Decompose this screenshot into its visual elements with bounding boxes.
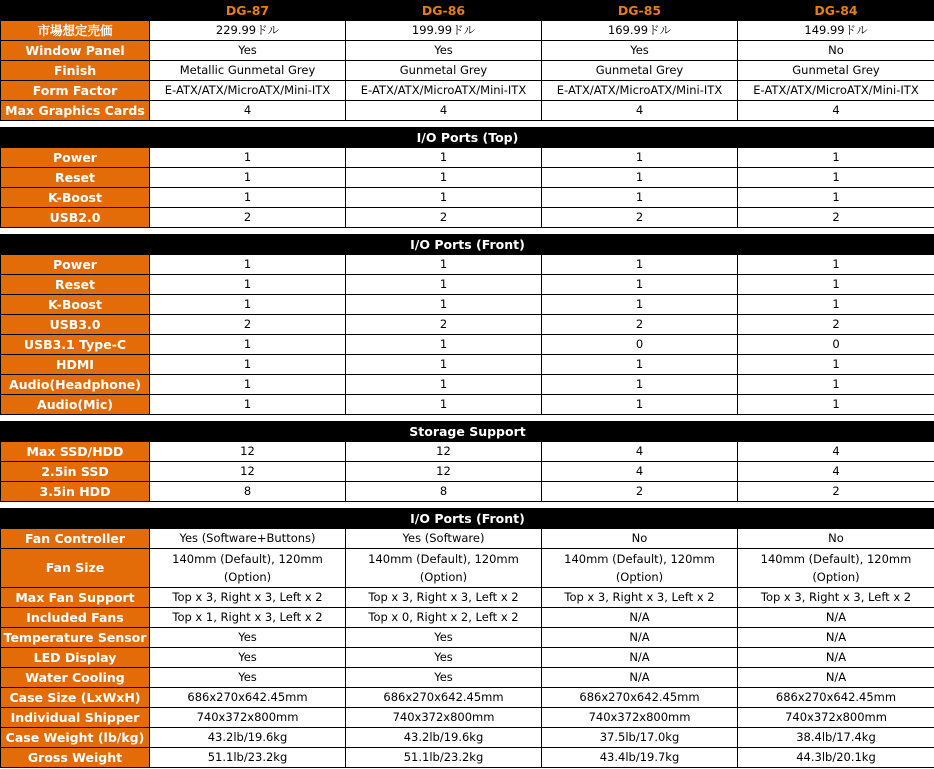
spec-row	[1, 395, 934, 415]
spec-label: Reset	[1, 168, 150, 188]
spec-value: 1	[542, 295, 738, 315]
spec-value: 1	[346, 275, 542, 295]
section-gap-cell	[1, 121, 934, 128]
spec-value: 43.4lb/19.7kg	[542, 748, 738, 768]
spec-label: Max Fan Support	[1, 588, 150, 608]
spec-value: Yes	[150, 648, 346, 668]
spec-value: 1	[346, 395, 542, 415]
spec-value: 1	[542, 168, 738, 188]
spec-value: 51.1lb/23.2kg	[346, 748, 542, 768]
spec-value: E-ATX/ATX/MicroATX/Mini-ITX	[738, 81, 934, 101]
spec-value: Gunmetal Grey	[738, 61, 934, 81]
spec-value: 1	[542, 275, 738, 295]
section-gap	[1, 415, 934, 422]
spec-value: 686x270x642.45mm	[150, 688, 346, 708]
spec-row	[1, 688, 934, 708]
spec-value: 1	[542, 255, 738, 275]
spec-value: 2	[542, 208, 738, 228]
spec-value: 37.5lb/17.0kg	[542, 728, 738, 748]
spec-row	[1, 668, 934, 688]
spec-label: Included Fans	[1, 608, 150, 628]
spec-row	[1, 255, 934, 275]
spec-value: 140mm (Default), 120mm (Option)	[542, 549, 738, 588]
spec-value: 149.99ドル	[738, 21, 934, 41]
spec-value: N/A	[738, 668, 934, 688]
spec-value: Top x 3, Right x 3, Left x 2	[738, 588, 934, 608]
spec-label: Audio(Headphone)	[1, 375, 150, 395]
spec-value: 686x270x642.45mm	[738, 688, 934, 708]
spec-value: 12	[150, 462, 346, 482]
spec-label: Temperature Sensor	[1, 628, 150, 648]
spec-value: 1	[150, 335, 346, 355]
model-name-dg-86: DG-86	[346, 1, 542, 21]
spec-value: 43.2lb/19.6kg	[150, 728, 346, 748]
spec-value: N/A	[542, 648, 738, 668]
model-header-row	[1, 1, 934, 21]
spec-value: Yes	[150, 41, 346, 61]
section-gap-cell	[1, 415, 934, 422]
spec-label: USB3.1 Type-C	[1, 335, 150, 355]
spec-value: 1	[738, 295, 934, 315]
spec-value: Top x 3, Right x 3, Left x 2	[150, 588, 346, 608]
spec-label: Reset	[1, 275, 150, 295]
spec-value: 38.4lb/17.4kg	[738, 728, 934, 748]
spec-row	[1, 355, 934, 375]
spec-label: Case Weight (lb/kg)	[1, 728, 150, 748]
spec-label: Form Factor	[1, 81, 150, 101]
section-title: I/O Ports (Top)	[1, 128, 934, 148]
section-title: Storage Support	[1, 422, 934, 442]
spec-value: Top x 1, Right x 3, Left x 2	[150, 608, 346, 628]
spec-value: 140mm (Default), 120mm (Option)	[738, 549, 934, 588]
section-gap	[1, 502, 934, 509]
spec-value: E-ATX/ATX/MicroATX/Mini-ITX	[150, 81, 346, 101]
section-header-row	[1, 422, 934, 442]
spec-row	[1, 101, 934, 121]
spec-value: 4	[542, 462, 738, 482]
spec-value: Gunmetal Grey	[346, 61, 542, 81]
header-corner	[1, 1, 150, 21]
spec-value: 1	[150, 295, 346, 315]
spec-row	[1, 41, 934, 61]
spec-value: 2	[542, 315, 738, 335]
spec-value: 1	[346, 335, 542, 355]
spec-value: N/A	[738, 608, 934, 628]
spec-value: 1	[738, 375, 934, 395]
spec-value: No	[738, 41, 934, 61]
spec-label: Max SSD/HDD	[1, 442, 150, 462]
spec-label: 2.5in SSD	[1, 462, 150, 482]
spec-row	[1, 168, 934, 188]
spec-value: 140mm (Default), 120mm (Option)	[150, 549, 346, 588]
spec-label: Gross Weight	[1, 748, 150, 768]
spec-value: Metallic Gunmetal Grey	[150, 61, 346, 81]
section-header-row	[1, 128, 934, 148]
spec-label: Power	[1, 255, 150, 275]
spec-value: Top x 0, Right x 2, Left x 2	[346, 608, 542, 628]
spec-value: N/A	[542, 668, 738, 688]
spec-value: Yes	[150, 628, 346, 648]
section-gap-cell	[1, 502, 934, 509]
spec-value: 1	[542, 395, 738, 415]
spec-label: Case Size (LxWxH)	[1, 688, 150, 708]
spec-value: 1	[346, 168, 542, 188]
spec-row	[1, 608, 934, 628]
spec-row	[1, 315, 934, 335]
spec-value: 4	[738, 462, 934, 482]
spec-value: 1	[346, 355, 542, 375]
spec-value: No	[542, 529, 738, 549]
spec-label: LED Display	[1, 648, 150, 668]
spec-value: 2	[738, 315, 934, 335]
spec-value: 169.99ドル	[542, 21, 738, 41]
spec-value: 1	[150, 275, 346, 295]
spec-value: 8	[346, 482, 542, 502]
section-header-row	[1, 235, 934, 255]
spec-row	[1, 482, 934, 502]
spec-value: Yes	[346, 628, 542, 648]
spec-row	[1, 188, 934, 208]
spec-value: N/A	[542, 608, 738, 628]
spec-label: Fan Controller	[1, 529, 150, 549]
spec-value: 740x372x800mm	[346, 708, 542, 728]
spec-row	[1, 549, 934, 588]
spec-value: 1	[150, 375, 346, 395]
spec-row	[1, 588, 934, 608]
spec-value: 2	[150, 315, 346, 335]
model-name-dg-84: DG-84	[738, 1, 934, 21]
spec-value: Yes	[346, 668, 542, 688]
spec-value: 2	[150, 208, 346, 228]
spec-value: 2	[346, 315, 542, 335]
spec-row	[1, 462, 934, 482]
spec-value: Top x 3, Right x 3, Left x 2	[542, 588, 738, 608]
spec-value: 1	[738, 355, 934, 375]
spec-value: 1	[738, 255, 934, 275]
spec-label: HDMI	[1, 355, 150, 375]
section-gap	[1, 121, 934, 128]
spec-value: 4	[542, 442, 738, 462]
spec-row	[1, 275, 934, 295]
section-gap-cell	[1, 228, 934, 235]
spec-value: 4	[346, 101, 542, 121]
spec-value: 229.99ドル	[150, 21, 346, 41]
spec-value: No	[738, 529, 934, 549]
spec-value: 1	[346, 188, 542, 208]
spec-label: 3.5in HDD	[1, 482, 150, 502]
spec-value: Yes (Software+Buttons)	[150, 529, 346, 549]
spec-value: 12	[346, 462, 542, 482]
spec-value: 1	[542, 188, 738, 208]
section-gap	[1, 228, 934, 235]
spec-value: 43.2lb/19.6kg	[346, 728, 542, 748]
spec-value: 1	[150, 148, 346, 168]
spec-value: Yes	[346, 41, 542, 61]
spec-value: 1	[150, 355, 346, 375]
spec-row	[1, 61, 934, 81]
spec-value: 1	[150, 395, 346, 415]
spec-row	[1, 529, 934, 549]
spec-value: 1	[542, 355, 738, 375]
spec-row	[1, 148, 934, 168]
spec-row	[1, 648, 934, 668]
model-name-dg-87: DG-87	[150, 1, 346, 21]
spec-label: Window Panel	[1, 41, 150, 61]
spec-value: 2	[542, 482, 738, 502]
spec-value: 4	[738, 442, 934, 462]
spec-value: 740x372x800mm	[150, 708, 346, 728]
spec-value: E-ATX/ATX/MicroATX/Mini-ITX	[346, 81, 542, 101]
spec-label: Power	[1, 148, 150, 168]
spec-value: 1	[738, 275, 934, 295]
spec-label: K-Boost	[1, 188, 150, 208]
spec-row	[1, 375, 934, 395]
spec-value: Top x 3, Right x 3, Left x 2	[346, 588, 542, 608]
spec-value: 0	[738, 335, 934, 355]
spec-value: 1	[738, 168, 934, 188]
spec-value: 51.1lb/23.2kg	[150, 748, 346, 768]
spec-value: 4	[738, 101, 934, 121]
spec-value: 1	[150, 188, 346, 208]
spec-row	[1, 335, 934, 355]
spec-row	[1, 21, 934, 41]
spec-value: 1	[346, 375, 542, 395]
spec-value: N/A	[738, 628, 934, 648]
spec-value: 686x270x642.45mm	[346, 688, 542, 708]
spec-value: 1	[346, 255, 542, 275]
spec-value: 140mm (Default), 120mm (Option)	[346, 549, 542, 588]
spec-value: 1	[542, 375, 738, 395]
spec-value: 740x372x800mm	[738, 708, 934, 728]
spec-value: 1	[542, 148, 738, 168]
spec-value: 2	[346, 208, 542, 228]
spec-label: USB2.0	[1, 208, 150, 228]
spec-row	[1, 208, 934, 228]
spec-value: 1	[346, 148, 542, 168]
spec-value: 2	[738, 482, 934, 502]
spec-row	[1, 628, 934, 648]
spec-label: Max Graphics Cards	[1, 101, 150, 121]
spec-label: USB3.0	[1, 315, 150, 335]
section-title: I/O Ports (Front)	[1, 235, 934, 255]
spec-value: 1	[150, 168, 346, 188]
spec-value: 1	[738, 148, 934, 168]
spec-value: 8	[150, 482, 346, 502]
spec-table-body	[1, 1, 934, 768]
spec-value: 12	[150, 442, 346, 462]
spec-value: 44.3lb/20.1kg	[738, 748, 934, 768]
spec-value: E-ATX/ATX/MicroATX/Mini-ITX	[542, 81, 738, 101]
spec-value: 1	[346, 295, 542, 315]
spec-label: 市場想定売価	[1, 21, 150, 41]
spec-label: Fan Size	[1, 549, 150, 588]
model-name-dg-85: DG-85	[542, 1, 738, 21]
spec-value: Yes	[150, 668, 346, 688]
spec-row	[1, 81, 934, 101]
spec-value: Yes	[346, 648, 542, 668]
spec-value: 686x270x642.45mm	[542, 688, 738, 708]
spec-value: 1	[150, 255, 346, 275]
spec-value: 740x372x800mm	[542, 708, 738, 728]
spec-value: 4	[150, 101, 346, 121]
spec-row	[1, 748, 934, 768]
spec-row	[1, 708, 934, 728]
spec-row	[1, 442, 934, 462]
spec-value: N/A	[738, 648, 934, 668]
spec-value: Yes (Software)	[346, 529, 542, 549]
spec-row	[1, 728, 934, 748]
spec-value: 199.99ドル	[346, 21, 542, 41]
spec-value: Yes	[542, 41, 738, 61]
spec-value: 2	[738, 208, 934, 228]
spec-label: Finish	[1, 61, 150, 81]
spec-label: Individual Shipper	[1, 708, 150, 728]
spec-value: N/A	[542, 628, 738, 648]
section-header-row	[1, 509, 934, 529]
spec-value: 12	[346, 442, 542, 462]
spec-value: Gunmetal Grey	[542, 61, 738, 81]
section-title: I/O Ports (Front)	[1, 509, 934, 529]
spec-value: 1	[738, 395, 934, 415]
spec-label: K-Boost	[1, 295, 150, 315]
spec-value: 4	[542, 101, 738, 121]
spec-label: Audio(Mic)	[1, 395, 150, 415]
spec-value: 1	[738, 188, 934, 208]
spec-label: Water Cooling	[1, 668, 150, 688]
spec-row	[1, 295, 934, 315]
spec-value: 0	[542, 335, 738, 355]
